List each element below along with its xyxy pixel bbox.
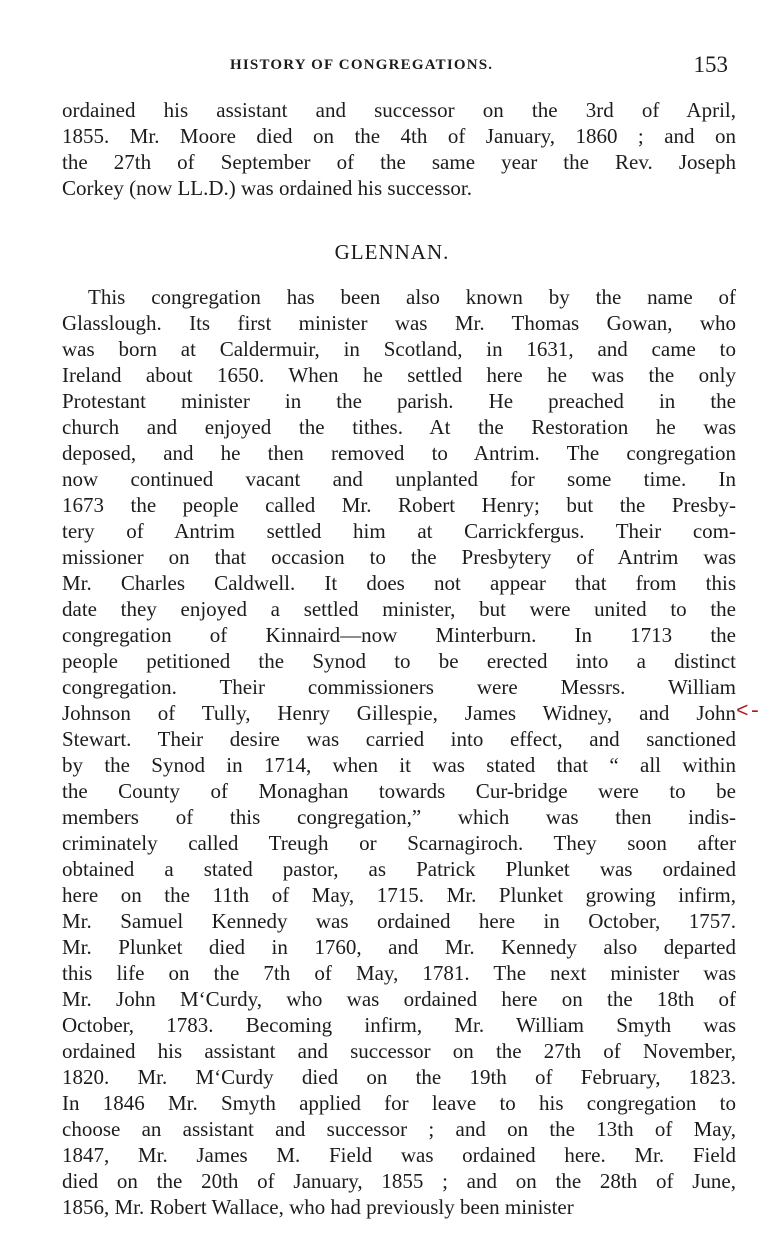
text-line: here on the 11th of May, 1715. Mr. Plunket growing infirm, [62,883,736,907]
text-line: congregation. Their commissioners were Messrs. William [62,675,736,699]
page-number: 153 [693,52,728,77]
text-line: the County of Monaghan towards Cur-bridge were to be [62,779,736,803]
text-line: 1855. Mr. Moore died on the 4th of January, 1860 ; and on [62,124,736,148]
text-line: congregation of Kinnaird—now Minterburn. In 1713 the [62,623,736,647]
glennan-paragraph [62,284,736,1220]
text-line: was born at Caldermuir, in Scotland, in 1631, and came to [62,337,736,361]
text-line: Protestant minister in the parish. He preached in the [62,389,736,413]
text-line: deposed, and he then removed to Antrim. The congregation [62,441,736,465]
text-line: this life on the 7th of May, 1781. The next minister was [62,961,736,985]
text-line: now continued vacant and unplanted for some time. In [62,467,736,491]
text-line: 1856, Mr. Robert Wallace, who had previously been minister [62,1195,574,1219]
intro-paragraph [62,97,736,201]
text-line: people petitioned the Synod to be erected into a distinct [62,649,736,673]
text-line: Stewart. Their desire was carried into effect, and sanctioned [62,727,736,751]
text-line: October, 1783. Becoming infirm, Mr. William Smyth was [62,1013,736,1037]
text-line: ordained his assistant and successor on the 3rd of April, [62,98,736,122]
text-line: Mr. Plunket died in 1760, and Mr. Kennedy also departed [62,935,736,959]
text-line: ordained his assistant and successor on the 27th of November, [62,1039,736,1063]
text-line: In 1846 Mr. Smyth applied for leave to his congregation to [62,1091,736,1115]
text-line: Mr. Samuel Kennedy was ordained here in October, 1757. [62,909,736,933]
text-line: 1820. Mr. M‘Curdy died on the 19th of February, 1823. [62,1065,736,1089]
text-line: Mr. John M‘Curdy, who was ordained here on the 18th of [62,987,736,1011]
text-line: Ireland about 1650. When he settled here he was the only [62,363,736,387]
text-line: the 27th of September of the same year the Rev. Joseph [62,150,736,174]
text-line: Johnson of Tully, Henry Gillespie, James Widney, and John [62,701,736,725]
text-line: This congregation has been also known by the name of [88,285,736,309]
text-line: died on the 20th of January, 1855 ; and on the 28th of June, [62,1169,736,1193]
running-head: HISTORY OF CONGREGATIONS. [230,57,494,73]
text-line: 1847, Mr. James M. Field was ordained here. Mr. Field [62,1143,736,1167]
text-line: church and enjoyed the tithes. At the Restoration he was [62,415,736,439]
text-line: members of this congregation,” which was then indis- [62,805,736,829]
text-line: criminately called Treugh or Scarnagiroch. They soon after [62,831,736,855]
text-line: tery of Antrim settled him at Carrickfergus. Their com- [62,519,736,543]
text-line: Glasslough. Its first minister was Mr. Thomas Gowan, who [62,311,736,335]
text-line: choose an assistant and successor ; and on the 13th of May, [62,1117,736,1141]
text-line: Mr. Charles Caldwell. It does not appear that from this [62,571,736,595]
section-heading: GLENNAN. [334,240,450,264]
text-line: Corkey (now LL.D.) was ordained his successor. [62,176,472,200]
text-line: 1673 the people called Mr. Robert Henry; but the Presby- [62,493,736,517]
text-line: obtained a stated pastor, as Patrick Plunket was ordained [62,857,736,881]
text-line: by the Synod in 1714, when it was stated that “ all within [62,753,736,777]
margin-arrow-mark: <- [736,701,762,724]
text-line: date they enjoyed a settled minister, but were united to the [62,597,736,621]
text-line: missioner on that occasion to the Presbytery of Antrim was [62,545,736,569]
